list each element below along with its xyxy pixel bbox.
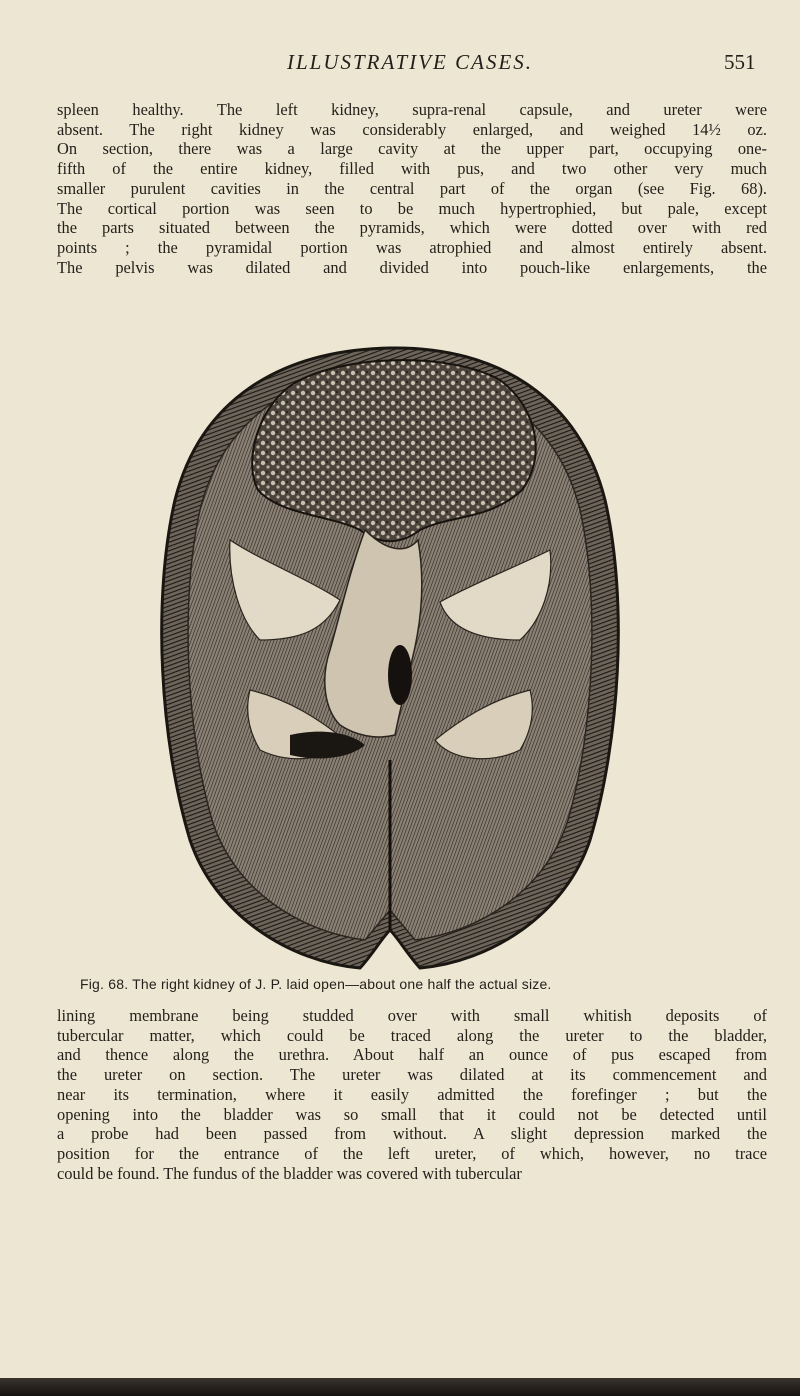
figure-caption: Fig. 68. The right kidney of J. P. laid open—about one half the actual size.	[80, 976, 552, 992]
text-line: fifth of the entire kidney, filled with pus, and two other very much	[57, 159, 767, 179]
text-line: The pelvis was dilated and divided into pouch-like enlargements, the	[57, 257, 767, 277]
kidney-section-illustration	[150, 340, 630, 972]
page-bottom-edge	[0, 1378, 800, 1396]
text-line: smaller purulent cavities in the central part of the organ (see Fig. 68).	[57, 178, 767, 198]
paragraph-bottom	[57, 1006, 767, 1183]
text-line: the ureter on section. The ureter was dilated at its commencement and	[57, 1065, 767, 1085]
text-line: position for the entrance of the left ureter, of which, however, no trace	[57, 1143, 767, 1163]
text-line: On section, there was a large cavity at the upper part, occupying one-	[57, 139, 767, 159]
text-line: tubercular matter, which could be traced along the ureter to the bladder,	[57, 1025, 767, 1045]
text-line: could be found. The fundus of the bladder was covered with tubercular	[57, 1163, 522, 1183]
text-line: points ; the pyramidal portion was atrophied and almost entirely absent.	[57, 237, 767, 257]
text-line: spleen healthy. The left kidney, supra-renal capsule, and ureter were	[57, 100, 767, 119]
running-title: ILLUSTRATIVE CASES.	[286, 50, 534, 74]
text-line: absent. The right kidney was considerably enlarged, and weighed 14½ oz.	[57, 119, 767, 139]
text-line: opening into the bladder was so small that it could not be detected until	[57, 1104, 767, 1124]
paragraph-top	[57, 100, 767, 277]
text-line: lining membrane being studded over with small whitish deposits of	[57, 1006, 767, 1025]
text-line: The cortical portion was seen to be much hypertrophied, but pale, except	[57, 198, 767, 218]
central-cavity	[388, 645, 412, 705]
text-line: and thence along the urethra. About half an ounce of pus escaped from	[57, 1045, 767, 1065]
text-line: near its termination, where it easily admitted the forefinger ; but the	[57, 1084, 767, 1104]
page-number: 551	[724, 50, 756, 74]
text-line: a probe had been passed from without. A slight depression marked the	[57, 1124, 767, 1144]
text-line: the parts situated between the pyramids, which were dotted over with red	[57, 218, 767, 238]
